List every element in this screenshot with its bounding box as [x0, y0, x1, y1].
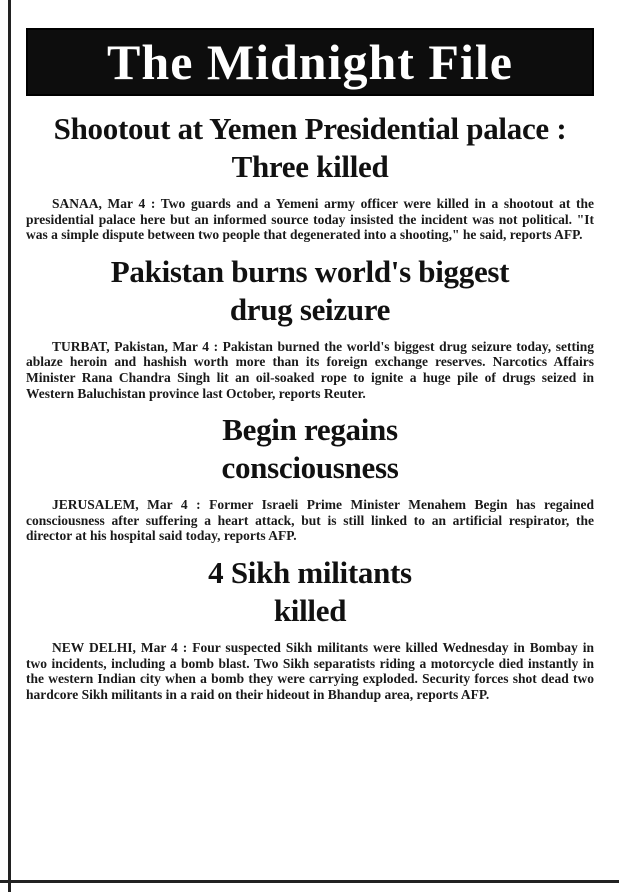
news-column	[26, 28, 594, 712]
masthead-banner: The Midnight File	[26, 28, 594, 96]
story-yemen	[26, 110, 594, 243]
story-pakistan	[26, 253, 594, 401]
story-body: SANAA, Mar 4 : Two guards and a Yemeni army officer were killed in a shootout at the presidential palace here but an informed source today insisted the incident was not political. "It was a simple dispute between two people that degenerated into a shooting," he said, reports AFP.	[26, 196, 594, 243]
story-body: TURBAT, Pakistan, Mar 4 : Pakistan burned the world's biggest drug seizure today, setting ablaze heroin and hashish worth more than its foreign exchange reserves. Narcotics Affairs Minister Rana Chandra Singh lit an oil-soaked rope to ignite a huge pile of drugs seized in Western Baluchistan province last October, reports Reuter.	[26, 338, 594, 401]
story-body: JERUSALEM, Mar 4 : Former Israeli Prime Minister Menahem Begin has regained consciousness after suffering a heart attack, but is still linked to an artificial respirator, the director at his hospital said today, reports AFP.	[26, 497, 594, 544]
story-begin	[26, 411, 594, 544]
story-body: NEW DELHI, Mar 4 : Four suspected Sikh militants were killed Wednesday in Bombay in two incidents, including a bomb blast. Two Sikh separatists riding a motorcycle died instantly in the western Indian city when a bomb they were carrying exploded. Security forces shot dead two hardcore Sikh militants in a raid on their hideout in Bhandup area, reports AFP.	[26, 639, 594, 702]
story-sikh	[26, 554, 594, 702]
column-rule-left	[8, 0, 11, 892]
column-rule-bottom	[0, 880, 619, 883]
story-headline: Shootout at Yemen Presidential palace : Three killed	[53, 111, 567, 184]
story-headline: 4 Sikh militants killed	[208, 554, 412, 628]
story-headline: Pakistan burns world's biggest drug seizure	[110, 253, 510, 327]
story-headline: Begin regains consciousness	[221, 412, 399, 486]
